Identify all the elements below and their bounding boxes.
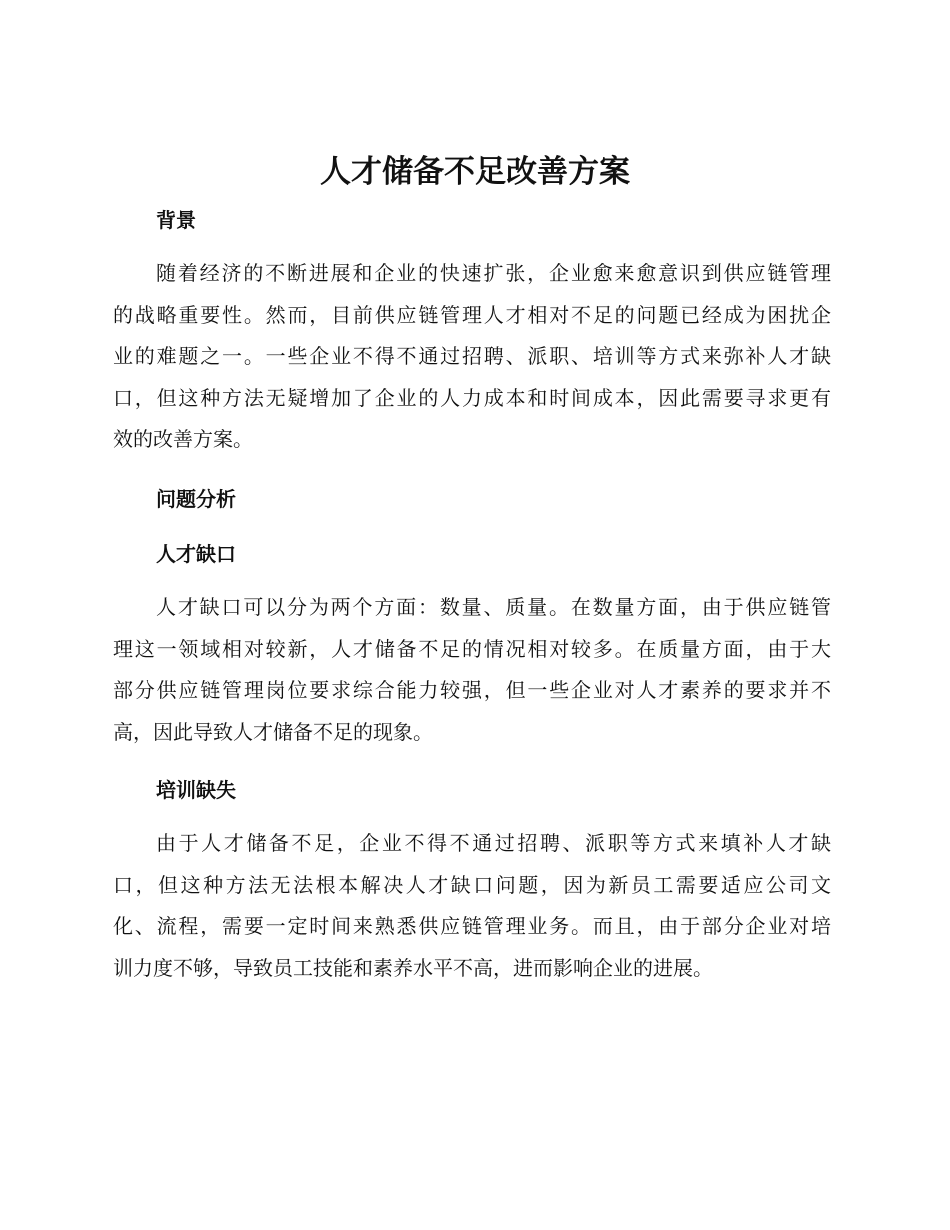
paragraph-line: 口，但这种方法无疑增加了企业的人力成本和时间成本，因此需要寻求更有 <box>113 385 831 410</box>
document-title: 人才储备不足改善方案 <box>320 154 630 190</box>
paragraph-line: 部分供应链管理岗位要求综合能力较强，但一些企业对人才素养的要求并不 <box>113 678 831 702</box>
paragraph-line: 训力度不够，导致员工技能和素养水平不高，进而影响企业的进展。 <box>113 955 713 980</box>
paragraph-line: 口，但这种方法无法根本解决人才缺口问题，因为新员工需要适应公司文 <box>113 872 831 897</box>
section-heading-problem-analysis: 问题分析 <box>156 487 236 511</box>
paragraph-line: 由于人才储备不足，企业不得不通过招聘、派职等方式来填补人才缺 <box>156 831 831 855</box>
paragraph-line: 随着经济的不断进展和企业的快速扩张，企业愈来愈意识到供应链管理 <box>156 261 831 285</box>
talent-gap-paragraph <box>113 587 831 753</box>
paragraph-line: 理这一领域相对较新，人才储备不足的情况相对较多。在质量方面，由于大 <box>113 636 831 661</box>
paragraph-line: 业的难题之一。一些企业不得不通过招聘、派职、培训等方式来弥补人才缺 <box>113 344 831 368</box>
background-paragraph <box>113 253 831 461</box>
section-heading-training-gap: 培训缺失 <box>156 778 236 802</box>
section-heading-talent-gap: 人才缺口 <box>156 542 236 566</box>
paragraph-line: 化、流程，需要一定时间来熟悉供应链管理业务。而且，由于部分企业对培 <box>113 914 831 938</box>
paragraph-line: 的战略重要性。然而，目前供应链管理人才相对不足的问题已经成为困扰企 <box>113 302 831 327</box>
training-gap-paragraph <box>113 823 831 989</box>
paragraph-line: 效的改善方案。 <box>113 427 253 451</box>
section-heading-background: 背景 <box>156 208 196 232</box>
paragraph-line: 高，因此导致人才储备不足的现象。 <box>113 719 433 744</box>
paragraph-line: 人才缺口可以分为两个方面：数量、质量。在数量方面，由于供应链管 <box>156 595 831 619</box>
